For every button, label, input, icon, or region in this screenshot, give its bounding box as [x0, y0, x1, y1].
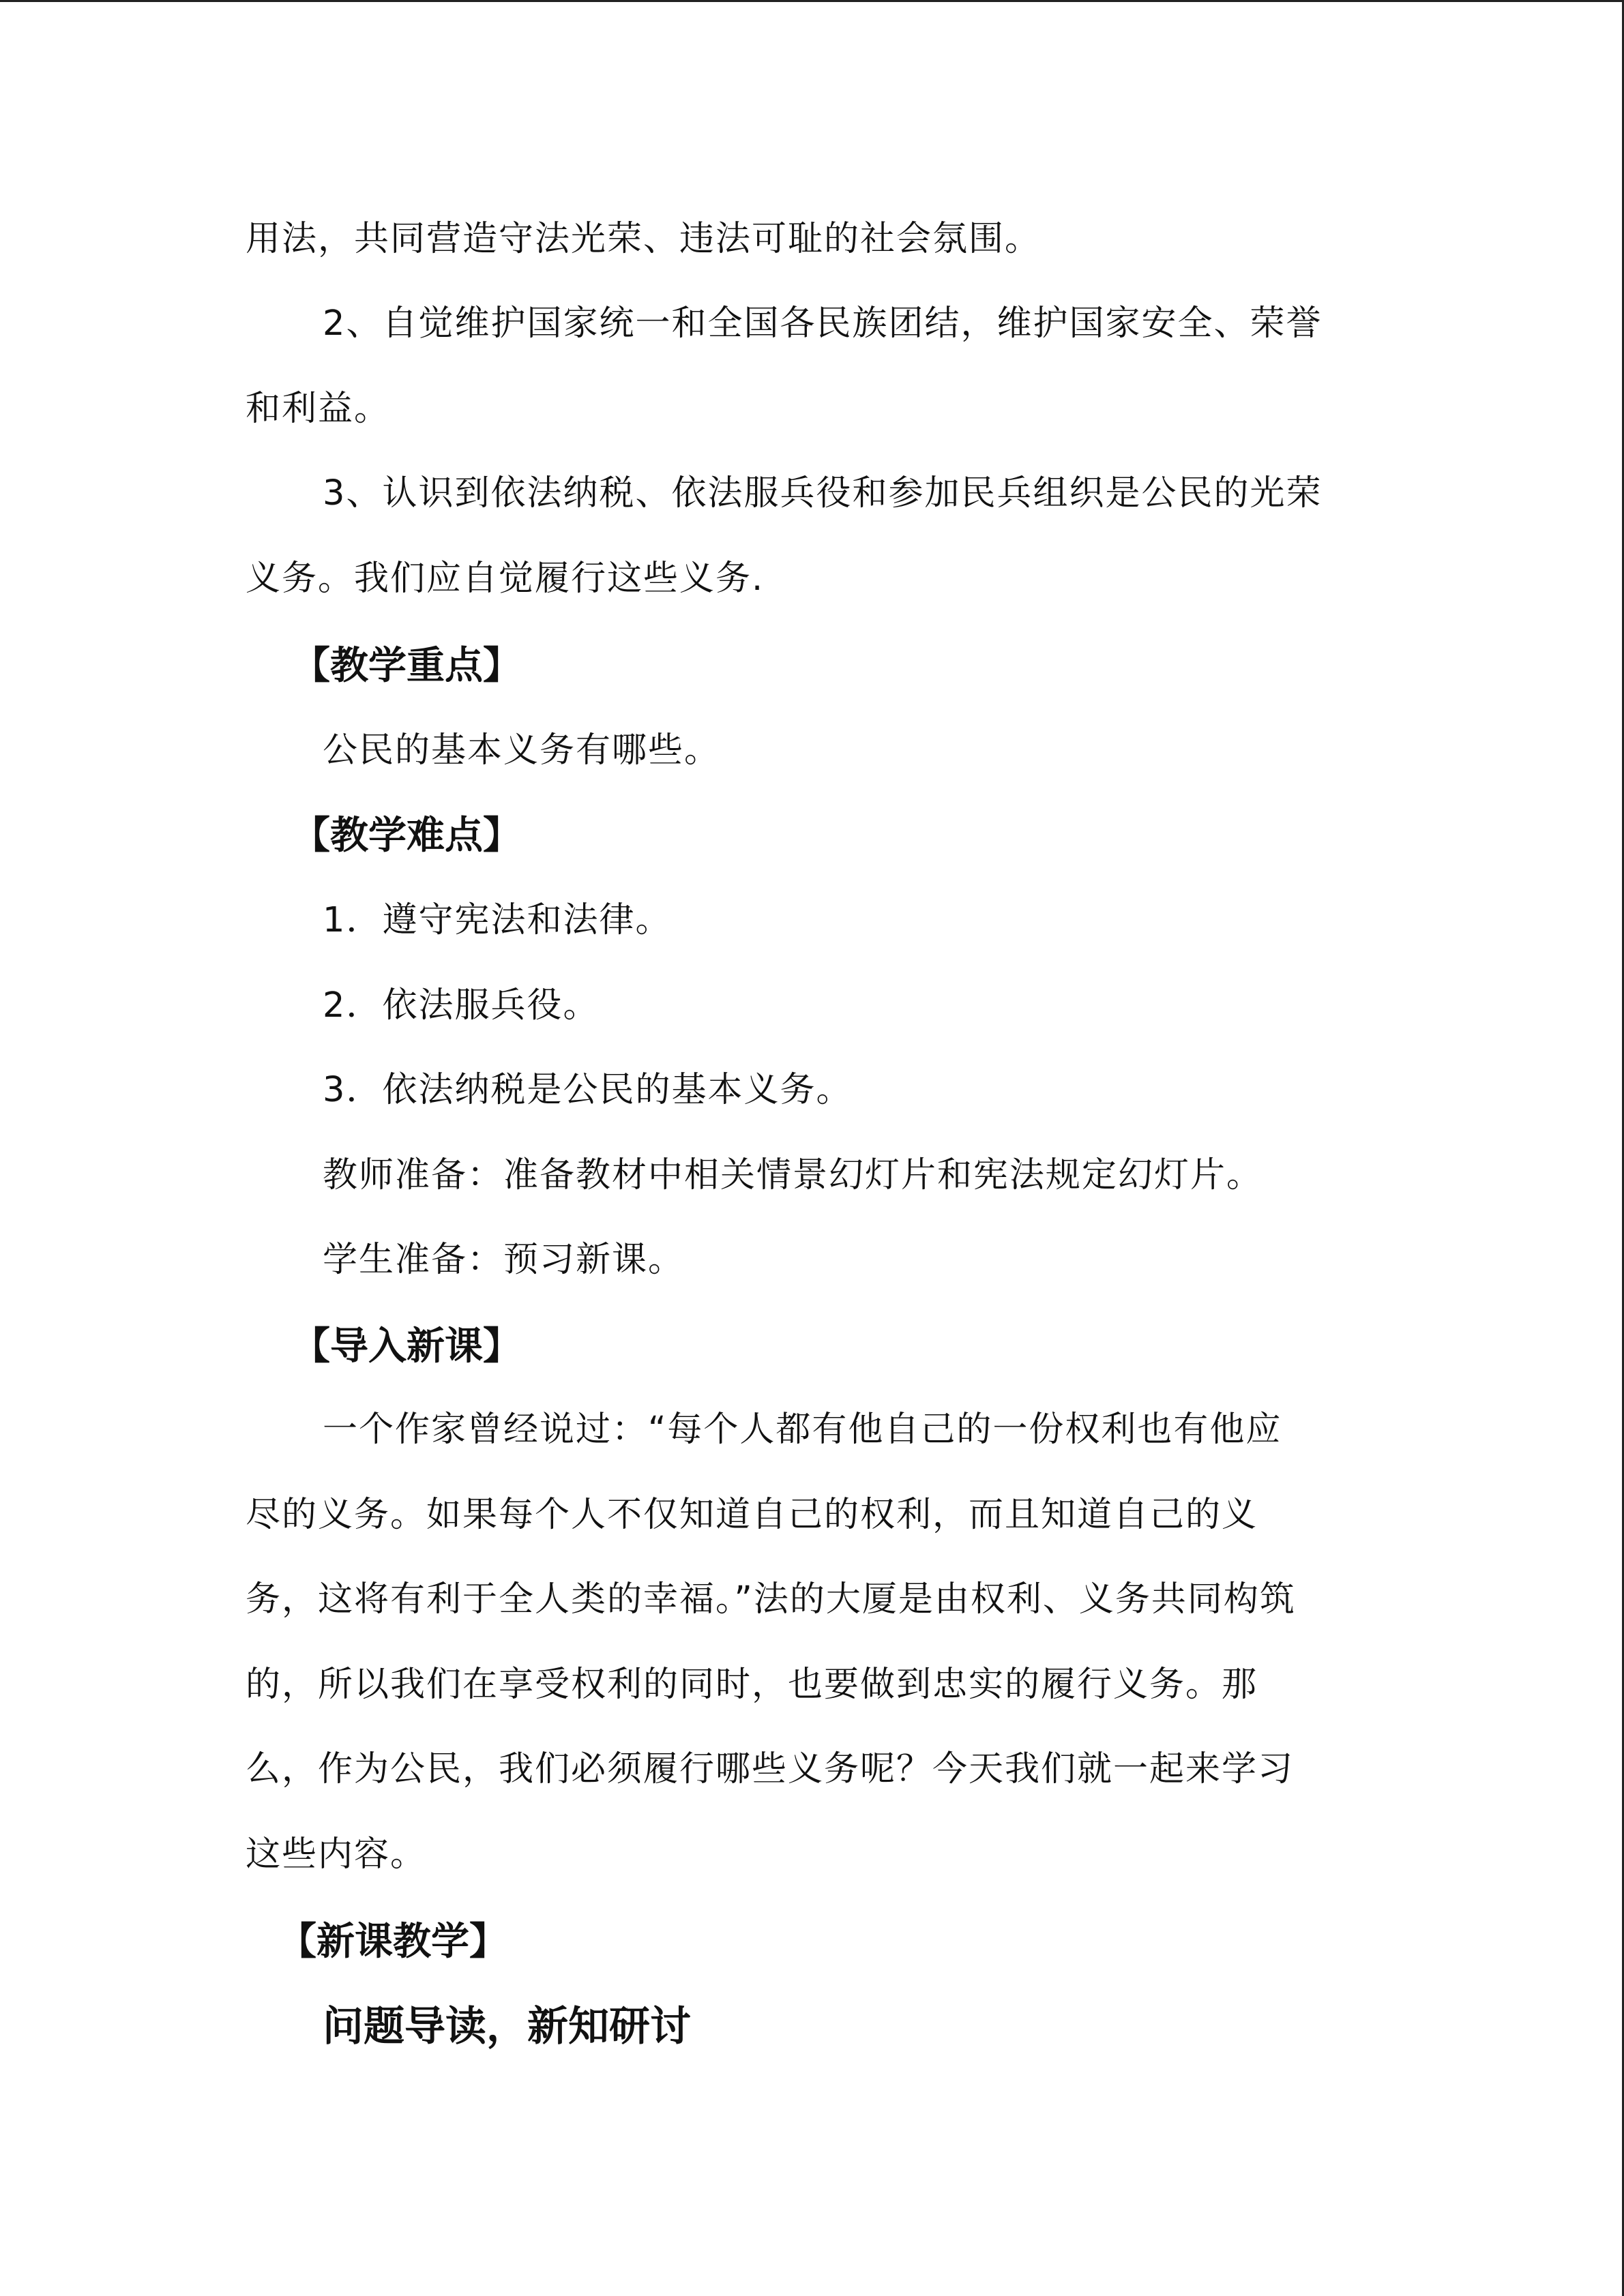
paragraph-line: 尽的义务。如果每个人不仅知道自己的权利，而且知道自己的义 [246, 1495, 1258, 1535]
list-item: 1．遵守宪法和法律。 [323, 900, 672, 940]
subsection-heading: 问题导读，新知研讨 [323, 2003, 691, 2051]
section-heading-introduction: 【导入新课】 [292, 1324, 521, 1369]
list-item: 2．依法服兵役。 [323, 985, 600, 1026]
paragraph-line: 公民的基本义务有哪些。 [323, 730, 721, 771]
paragraph-line: 和利益。 [246, 389, 391, 429]
section-heading-difficulties: 【教学难点】 [292, 814, 521, 858]
paragraph-line: 2、自觉维护国家统一和全国各民族团结，维护国家安全、荣誉 [323, 303, 1323, 344]
paragraph-line: 教师准备：准备教材中相关情景幻灯片和宪法规定幻灯片。 [323, 1155, 1263, 1195]
paragraph-line: 这些内容。 [246, 1834, 427, 1875]
list-item: 3．依法纳税是公民的基本义务。 [323, 1070, 853, 1110]
section-heading-key-points: 【教学重点】 [292, 644, 521, 688]
paragraph-line: 一个作家曾经说过：“每个人都有他自己的一份权利也有他应 [323, 1410, 1282, 1450]
paragraph-line: 的，所以我们在享受权利的同时，也要做到忠实的履行义务。那 [246, 1665, 1258, 1705]
paragraph-line: 3、认识到依法纳税、依法服兵役和参加民兵组织是公民的光荣 [323, 473, 1323, 513]
page-border-top [0, 0, 1624, 2]
paragraph-line: 么，作为公民，我们必须履行哪些义务呢？今天我们就一起来学习 [246, 1749, 1295, 1789]
section-heading-new-lesson: 【新课教学】 [278, 1920, 507, 1964]
paragraph-line: 务，这将有利于全人类的幸福。”法的大厦是由权利、义务共同构筑 [246, 1579, 1296, 1620]
paragraph-line: 义务。我们应自觉履行这些义务. [246, 558, 765, 599]
paragraph-line: 用法，共同营造守法光荣、违法可耻的社会氛围。 [246, 219, 1042, 259]
paragraph-line: 学生准备：预习新课。 [323, 1240, 685, 1280]
